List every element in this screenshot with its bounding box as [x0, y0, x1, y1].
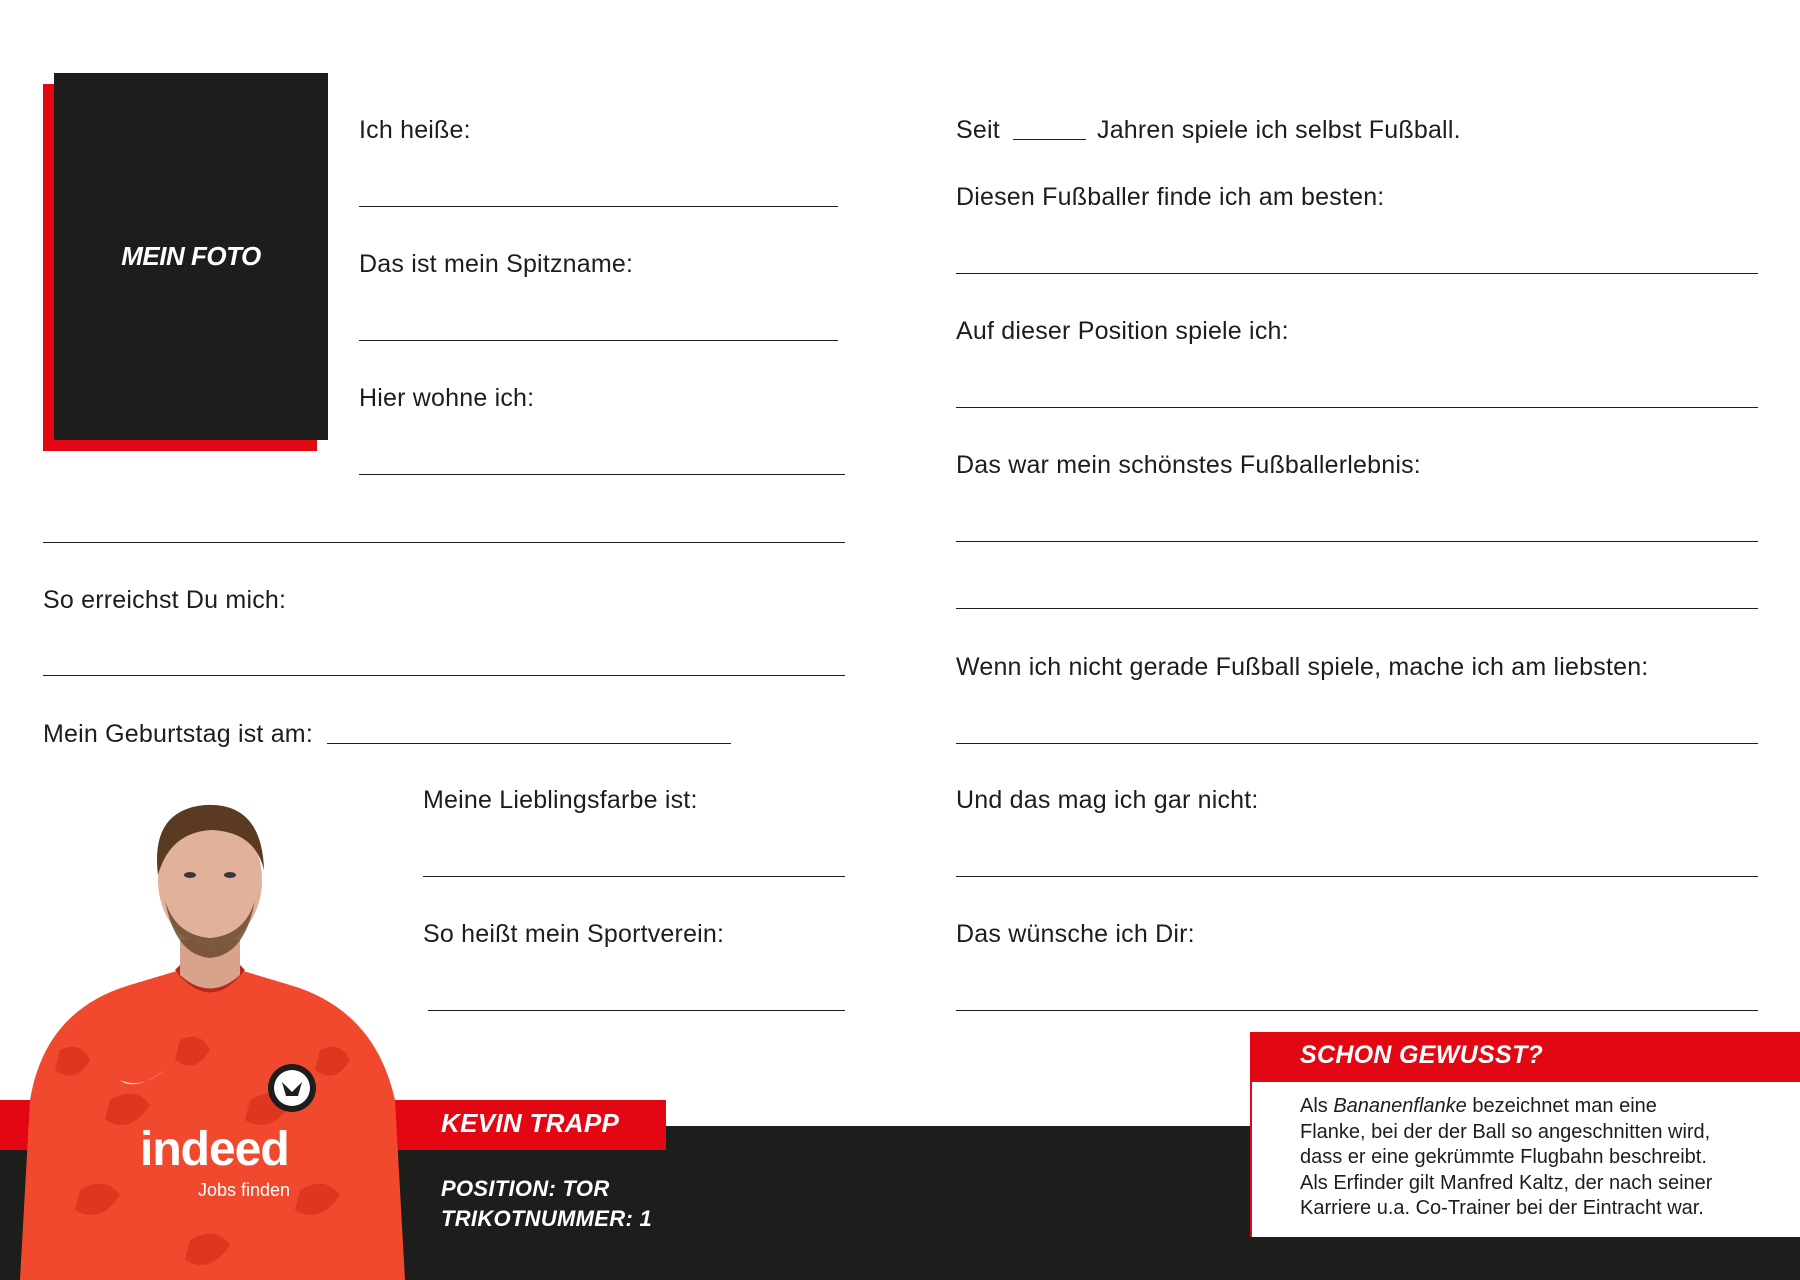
fact-line-1	[1300, 1094, 1780, 1120]
player-number: TRIKOTNUMMER: 1	[441, 1206, 653, 1231]
line-dislike[interactable]	[956, 876, 1758, 877]
fact-title: SCHON GEWUSST?	[1252, 1032, 1800, 1082]
label-name: Ich heiße:	[359, 116, 471, 144]
line-club[interactable]	[428, 1010, 845, 1011]
line-best-experience-2[interactable]	[956, 608, 1758, 609]
fact-term: Bananenflanke	[1333, 1095, 1467, 1117]
label-wish: Das wünsche ich Dir:	[956, 920, 1195, 948]
line-home-2[interactable]	[43, 542, 845, 543]
sponsor-logo: indeed	[140, 1123, 289, 1176]
line-contact[interactable]	[43, 675, 845, 676]
label-years-suffix: Jahren spiele ich selbst Fußball.	[1097, 116, 1461, 144]
player-photo	[0, 770, 420, 1280]
label-contact: So erreichst Du mich:	[43, 586, 287, 614]
player-position: POSITION: TOR	[441, 1176, 610, 1201]
label-birthday: Mein Geburtstag ist am:	[43, 720, 313, 748]
fact-line-2: Flanke, bei der der Ball so angeschnitten wird,	[1300, 1120, 1711, 1143]
label-dislike: Und das mag ich gar nicht:	[956, 786, 1259, 814]
line-favorite-color[interactable]	[423, 876, 845, 877]
fact-line-1-prefix: Als	[1300, 1095, 1334, 1117]
line-nickname[interactable]	[359, 340, 838, 341]
label-nickname: Das ist mein Spitzname:	[359, 250, 634, 278]
label-best-experience: Das war mein schönstes Fußballerlebnis:	[956, 451, 1421, 479]
player-name: KEVIN TRAPP	[441, 1108, 620, 1138]
line-best-experience-1[interactable]	[956, 541, 1758, 542]
label-years-prefix: Seit	[956, 116, 1000, 144]
label-favorite-player: Diesen Fußballer finde ich am besten:	[956, 183, 1385, 211]
fact-line-5: Karriere u.a. Co-Trainer bei der Eintracht war.	[1300, 1197, 1704, 1219]
fact-line-4: Als Erfinder gilt Manfred Kaltz, der nach seiner	[1300, 1171, 1713, 1194]
label-favorite-color: Meine Lieblingsfarbe ist:	[423, 786, 698, 814]
label-home: Hier wohne ich:	[359, 384, 535, 412]
sponsor-subtitle: Jobs finden	[198, 1180, 291, 1200]
label-position: Auf dieser Position spiele ich:	[956, 317, 1289, 345]
fact-text	[1300, 1094, 1780, 1222]
line-home-1[interactable]	[359, 474, 845, 475]
line-hobby[interactable]	[956, 743, 1758, 744]
fact-line-1-suffix: bezeichnet man eine	[1466, 1095, 1657, 1117]
line-wish[interactable]	[956, 1010, 1758, 1011]
label-club: So heißt mein Sportverein:	[423, 920, 725, 948]
line-favorite-player[interactable]	[956, 273, 1758, 274]
line-years[interactable]	[1013, 139, 1086, 140]
line-name[interactable]	[359, 206, 838, 207]
photo-label: MEIN FOTO	[121, 241, 261, 271]
line-position[interactable]	[956, 407, 1758, 408]
fact-line-3: dass er eine gekrümmte Flugbahn beschreibt.	[1300, 1146, 1707, 1168]
label-hobby: Wenn ich nicht gerade Fußball spiele, mache ich am liebsten:	[956, 653, 1649, 681]
photo-placeholder[interactable]	[54, 73, 328, 440]
line-birthday[interactable]	[327, 743, 731, 744]
fact-box	[1250, 1032, 1800, 1237]
